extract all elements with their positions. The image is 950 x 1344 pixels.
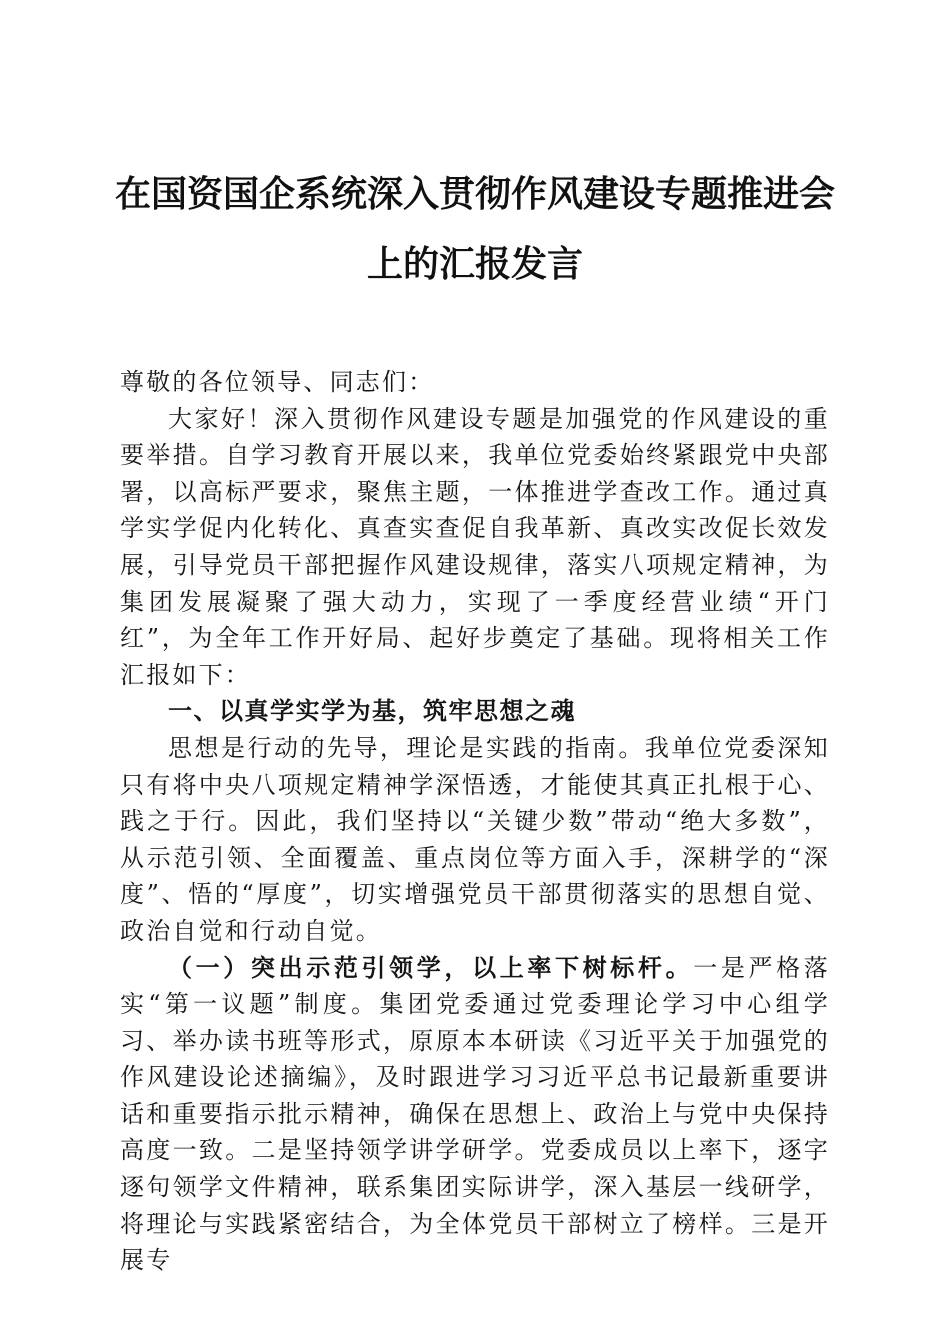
- subsection-1-heading: （一）突出示范引领学，以上率下树标杆。: [168, 952, 694, 982]
- document-title-line-2: 上的汇报发言: [366, 243, 583, 285]
- section-1-paragraph: 思想是行动的先导，理论是实践的指南。我单位党委深知只有将中央八项规定精神学深悟透，才能使其真正扎根于心、践之于行。因此，我们坚持以“关键少数”带动“绝大多数”，从示范引领、全面覆盖、重点岗位等方面入手，深耕学的“深度”、悟的“厚度”，切实增强党员干部贯彻落实的思想自觉、政治自觉和行动自觉。: [120, 733, 830, 945]
- subsection-1-text: 一是严格落实“第一议题”制度。集团党委通过党委理论学习中心组学习、举办读书班等形式，原原本本研读《习近平关于加强党的作风建设论述摘编》，及时跟进学习习近平总书记最新重要讲话和重要指示批示精神，确保在思想上、政治上与党中央保持高度一致。二是坚持领学讲学研学。党委成员以上率下，逐字逐句领学文件精神，联系集团实际讲学，深入基层一线研学，将理论与实践紧密结合，为全体党员干部树立了榜样。三是开展专: [120, 953, 830, 1275]
- document-body: [120, 364, 830, 1279]
- salutation: 尊敬的各位领导、同志们：: [120, 368, 435, 396]
- subsection-1-paragraph: [120, 950, 830, 1279]
- section-1-heading: 一、以真学实学为基，筑牢思想之魂: [168, 697, 576, 726]
- document-title-line-1: 在国资国企系统深入贯彻作风建设专题推进会: [114, 173, 835, 215]
- intro-paragraph: 大家好！深入贯彻作风建设专题是加强党的作风建设的重要举措。自学习教育开展以来，我单位党委始终紧跟党中央部署，以高标严要求，聚焦主题，一体推进学查改工作。通过真学实学促内化转化、真查实查促自我革新、真改实改促长效发展，引导党员干部把握作风建设规律，落实八项规定精神，为集团发展凝聚了强大动力，实现了一季度经营业绩“开门红”，为全年工作开好局、起好步奠定了基础。现将相关工作汇报如下：: [120, 404, 830, 689]
